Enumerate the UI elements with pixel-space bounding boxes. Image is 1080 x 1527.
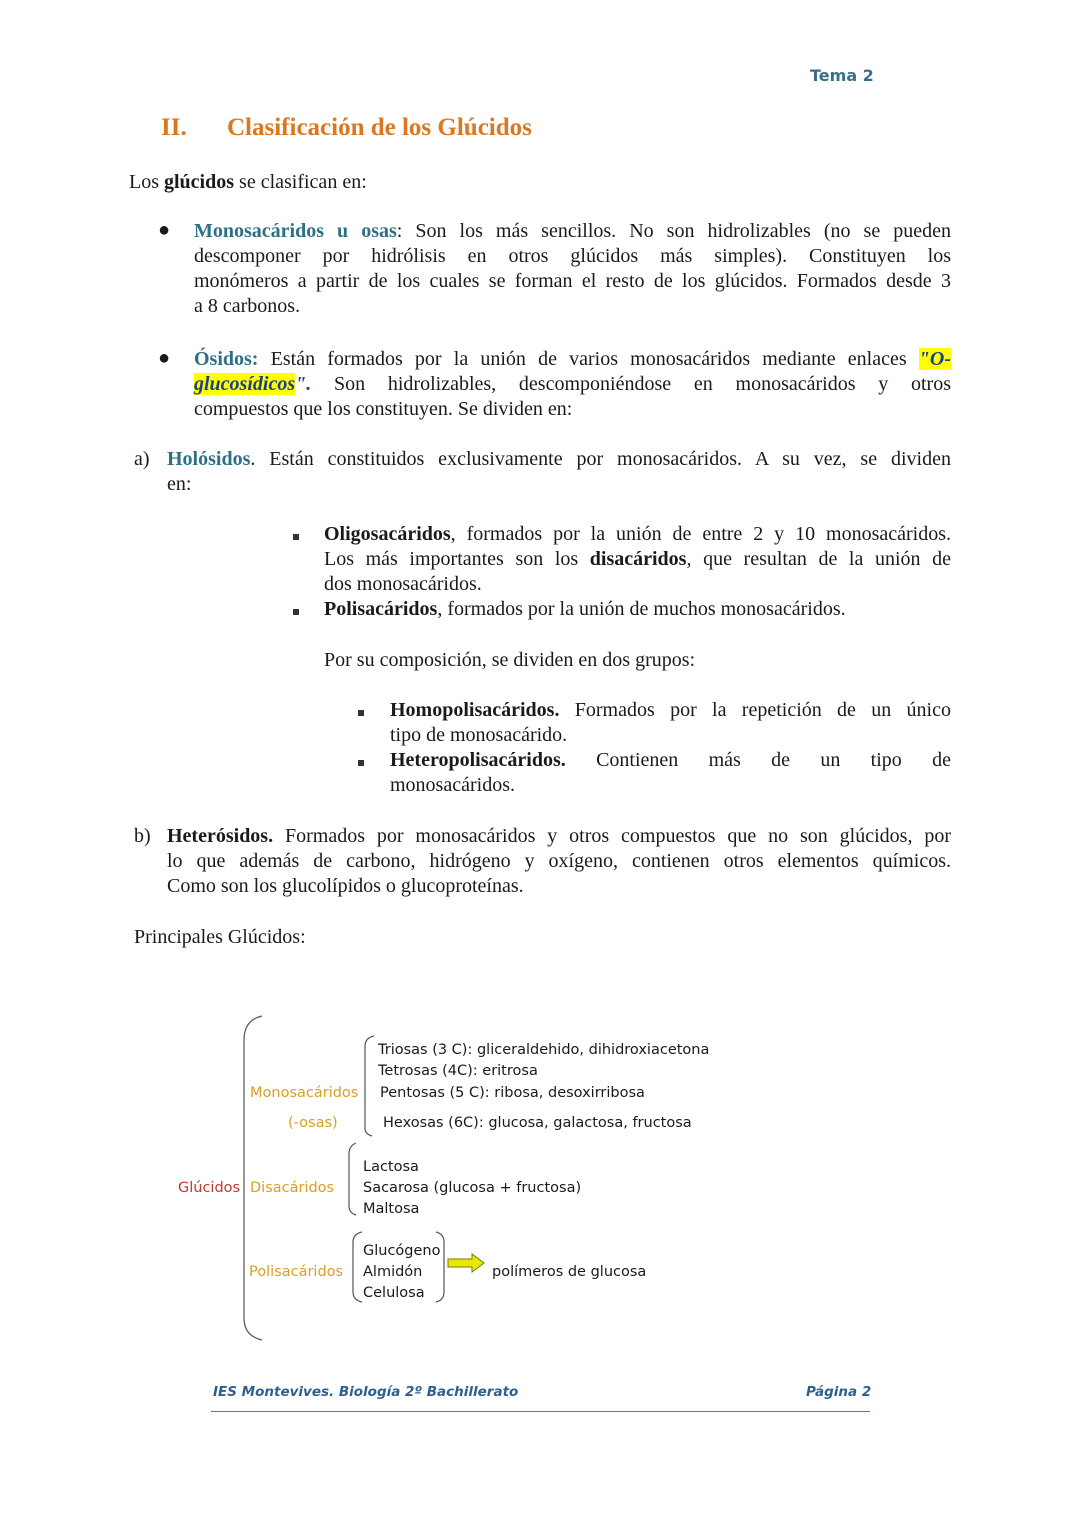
- composicion-text: Por su composición, se dividen en dos grupos:: [324, 649, 696, 671]
- section-number: II.: [161, 114, 187, 141]
- mono-line3: monómeros a partir de los cuales se forman el resto de los glúcidos. Formados desde 3: [194, 270, 951, 292]
- osidos-line1: Están formados por la unión de varios monosacáridos mediante enlaces: [258, 348, 919, 370]
- footer-page-number: Página 2: [806, 1384, 872, 1400]
- diagram-poli-item: Celulosa: [363, 1285, 425, 1301]
- holosidos-line2: en:: [167, 473, 192, 495]
- diagram-mono-label: Monosacáridos: [250, 1085, 359, 1101]
- hetero-line2: monosacáridos.: [390, 774, 515, 796]
- diagram-root: Glúcidos: [178, 1180, 241, 1196]
- osidos-highlight-2: glucosídicos: [194, 373, 296, 395]
- diagram-mono-item: Pentosas (5 C): ribosa, desoxirribosa: [380, 1085, 645, 1101]
- intro-pre: Los: [129, 171, 164, 193]
- oligo-line1: , formados por la unión de entre 2 y 10 monosacáridos.: [450, 523, 951, 545]
- diagram-di-item: Lactosa: [363, 1159, 419, 1175]
- mono-line4: a 8 carbonos.: [194, 295, 301, 317]
- oligo-line3: dos monosacáridos.: [324, 573, 482, 595]
- mono-brace: [365, 1036, 374, 1136]
- oligo-term: Oligosacáridos: [324, 523, 451, 545]
- poli-term: Polisacáridos: [324, 598, 438, 620]
- diagram-mono-sub: (-osas): [288, 1115, 338, 1131]
- osidos-term: Ósidos:: [194, 348, 259, 370]
- footer-school: IES Montevives. Biología 2º Bachillerato: [213, 1384, 519, 1400]
- poli-line1: , formados por la unión de muchos monosacáridos.: [437, 598, 846, 620]
- osidos-highlight-1: "O-: [918, 348, 951, 370]
- osidos-quote-end: ".: [295, 373, 312, 395]
- heterosidos-line3: Como son los glucolípidos o glucoproteínas.: [167, 875, 524, 897]
- oligo-line2b: disacáridos: [589, 548, 687, 570]
- hetero-line1: Contienen más de un tipo de: [565, 749, 951, 771]
- holosidos-marker: a): [134, 448, 150, 470]
- heterosidos-line2: lo que además de carbono, hidrógeno y oxígeno, contienen otros elementos químicos.: [167, 850, 951, 872]
- principales-heading: Principales Glúcidos:: [134, 926, 306, 948]
- diagram-mono-item: Triosas (3 C): gliceraldehido, dihidroxiacetona: [378, 1042, 710, 1058]
- intro-post: se clasifican en:: [234, 171, 367, 193]
- heterosidos-marker: b): [134, 825, 151, 847]
- homo-term: Homopolisacáridos.: [390, 699, 560, 721]
- intro-bold: glúcidos: [164, 171, 235, 193]
- mono-line2: descomponer por hidrólisis en otros glúcidos más simples). Constituyen los: [194, 245, 951, 267]
- diagram-poli-item: Almidón: [363, 1264, 423, 1280]
- diagram-di-item: Maltosa: [363, 1201, 420, 1217]
- heterosidos-line1: Formados por monosacáridos y otros compuestos que no son glúcidos, por: [273, 825, 951, 847]
- diagram-poli-note: polímeros de glucosa: [492, 1264, 647, 1280]
- footer-divider: [211, 1411, 870, 1412]
- homo-line2: tipo de monosacárido.: [390, 724, 568, 746]
- homo-line1: Formados por la repetición de un único: [559, 699, 951, 721]
- hetero-term: Heteropolisacáridos.: [390, 749, 566, 771]
- bullet-dot: ●: [158, 347, 171, 369]
- bullet-dot: ●: [158, 219, 171, 241]
- holosidos-line1: . Están constituidos exclusivamente por monosacáridos. A su vez, se dividen: [250, 448, 951, 470]
- poli-brace-left: [353, 1232, 362, 1302]
- arrow-right-icon: [448, 1254, 484, 1272]
- oligo-line2c: , que resultan de la unión de: [686, 548, 952, 570]
- diagram-poli-label: Polisacáridos: [249, 1264, 344, 1280]
- diagram-mono-item: Tetrosas (4C): eritrosa: [378, 1063, 538, 1079]
- osidos-line3: compuestos que los constituyen. Se dividen en:: [194, 398, 573, 420]
- oligo-line2a: Los más importantes son los: [324, 548, 590, 570]
- header-topic: Tema 2: [810, 66, 874, 85]
- main-brace: [244, 1016, 262, 1340]
- diagram-di-item: Sacarosa (glucosa + fructosa): [363, 1180, 582, 1196]
- holosidos-term: Holósidos: [167, 448, 251, 470]
- mono-term: Monosacáridos u osas: [194, 220, 397, 242]
- diagram-mono-item: Hexosas (6C): glucosa, galactosa, fructosa: [383, 1115, 692, 1131]
- osidos-line2: Son hidrolizables, descomponiéndose en monosacáridos y otros: [311, 373, 951, 395]
- heterosidos-term: Heterósidos.: [167, 825, 274, 847]
- diagram-di-label: Disacáridos: [250, 1180, 335, 1196]
- diagram-poli-item: Glucógeno: [363, 1243, 441, 1259]
- section-title: Clasificación de los Glúcidos: [227, 114, 532, 141]
- di-brace: [349, 1143, 356, 1215]
- mono-line1: : Son los más sencillos. No son hidrolizables (no se pueden: [396, 220, 951, 242]
